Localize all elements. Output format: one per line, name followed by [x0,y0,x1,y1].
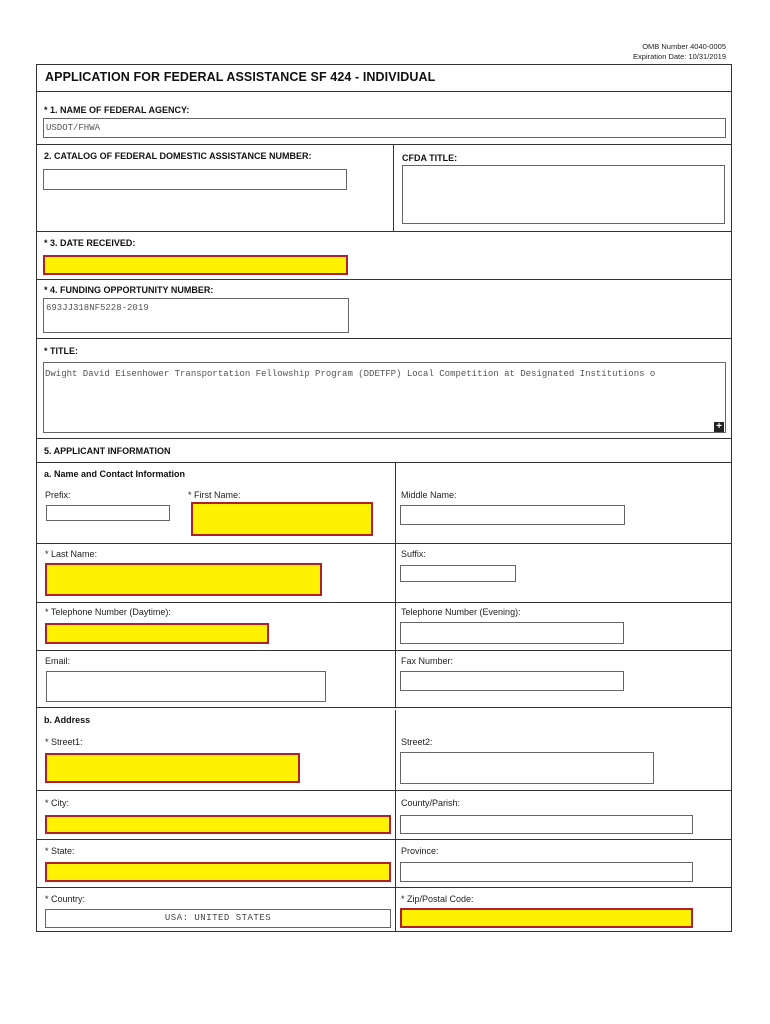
county-label: County/Parish: [401,798,461,808]
divider [395,462,396,707]
name-contact-label: a. Name and Contact Information [44,469,186,479]
fax-label: Fax Number: [401,656,454,666]
applicant-section-label: 5. APPLICANT INFORMATION [44,446,171,456]
middle-name-field[interactable] [400,505,625,525]
divider [37,144,731,145]
divider [37,462,731,463]
divider [37,91,731,92]
street1-field[interactable] [45,753,300,783]
divider [37,543,731,544]
title-field[interactable]: Dwight David Eisenhower Transportation Fellowship Program (DDETFP) Local Competition at Designated Institutions o [43,362,726,433]
city-field[interactable] [45,815,391,834]
address-label: b. Address [44,715,91,725]
cfda-number-label: 2. CATALOG OF FEDERAL DOMESTIC ASSISTANCE NUMBER: [44,151,312,161]
phone-day-field[interactable] [45,623,269,644]
form-title: APPLICATION FOR FEDERAL ASSISTANCE SF 424 - INDIVIDUAL [45,70,436,84]
phone-evening-label: Telephone Number (Evening): [401,607,521,617]
first-name-label: * First Name: [188,490,241,500]
divider [37,650,731,651]
omb-number: OMB Number 4040-0005 [642,42,726,51]
country-label: * Country: [45,894,86,904]
expand-plus-icon[interactable]: + [714,422,724,432]
divider [37,839,731,840]
agency-field[interactable]: USDOT/FHWA [43,118,726,138]
title-label: * TITLE: [44,346,78,356]
prefix-label: Prefix: [45,490,71,500]
phone-day-label: * Telephone Number (Daytime): [45,607,171,617]
divider [37,887,731,888]
funding-opportunity-field[interactable]: 693JJ318NF5228-2019 [43,298,349,333]
divider [37,707,731,708]
suffix-label: Suffix: [401,549,426,559]
divider [37,279,731,280]
city-label: * City: [45,798,70,808]
phone-evening-field[interactable] [400,622,624,644]
first-name-field[interactable] [191,502,373,536]
agency-label: * 1. NAME OF FEDERAL AGENCY: [44,105,190,115]
divider [395,710,396,932]
province-field[interactable] [400,862,693,882]
street1-label: * Street1: [45,737,83,747]
zip-label: * Zip/Postal Code: [401,894,474,904]
email-field[interactable] [46,671,326,702]
date-received-label: * 3. DATE RECEIVED: [44,238,136,248]
funding-opportunity-label: * 4. FUNDING OPPORTUNITY NUMBER: [44,285,214,295]
cfda-number-field[interactable] [43,169,347,190]
divider [393,144,394,231]
date-received-field[interactable] [43,255,348,275]
cfda-title-label: CFDA TITLE: [402,153,458,163]
country-select[interactable]: USA: UNITED STATES [45,909,391,928]
cfda-title-field[interactable] [402,165,725,224]
province-label: Province: [401,846,439,856]
divider [37,338,731,339]
divider [37,438,731,439]
street2-label: Street2: [401,737,433,747]
suffix-field[interactable] [400,565,516,582]
divider [37,790,731,791]
divider [37,231,731,232]
omb-info [633,42,726,62]
email-label: Email: [45,656,71,666]
omb-expiration: Expiration Date: 10/31/2019 [633,52,726,61]
middle-name-label: Middle Name: [401,490,457,500]
last-name-label: * Last Name: [45,549,98,559]
zip-field[interactable] [400,908,693,928]
prefix-field[interactable] [46,505,170,521]
divider [37,602,731,603]
sf424-form [36,64,732,932]
fax-field[interactable] [400,671,624,691]
last-name-field[interactable] [45,563,322,596]
state-label: * State: [45,846,75,856]
state-field[interactable] [45,862,391,882]
street2-field[interactable] [400,752,654,784]
county-field[interactable] [400,815,693,834]
